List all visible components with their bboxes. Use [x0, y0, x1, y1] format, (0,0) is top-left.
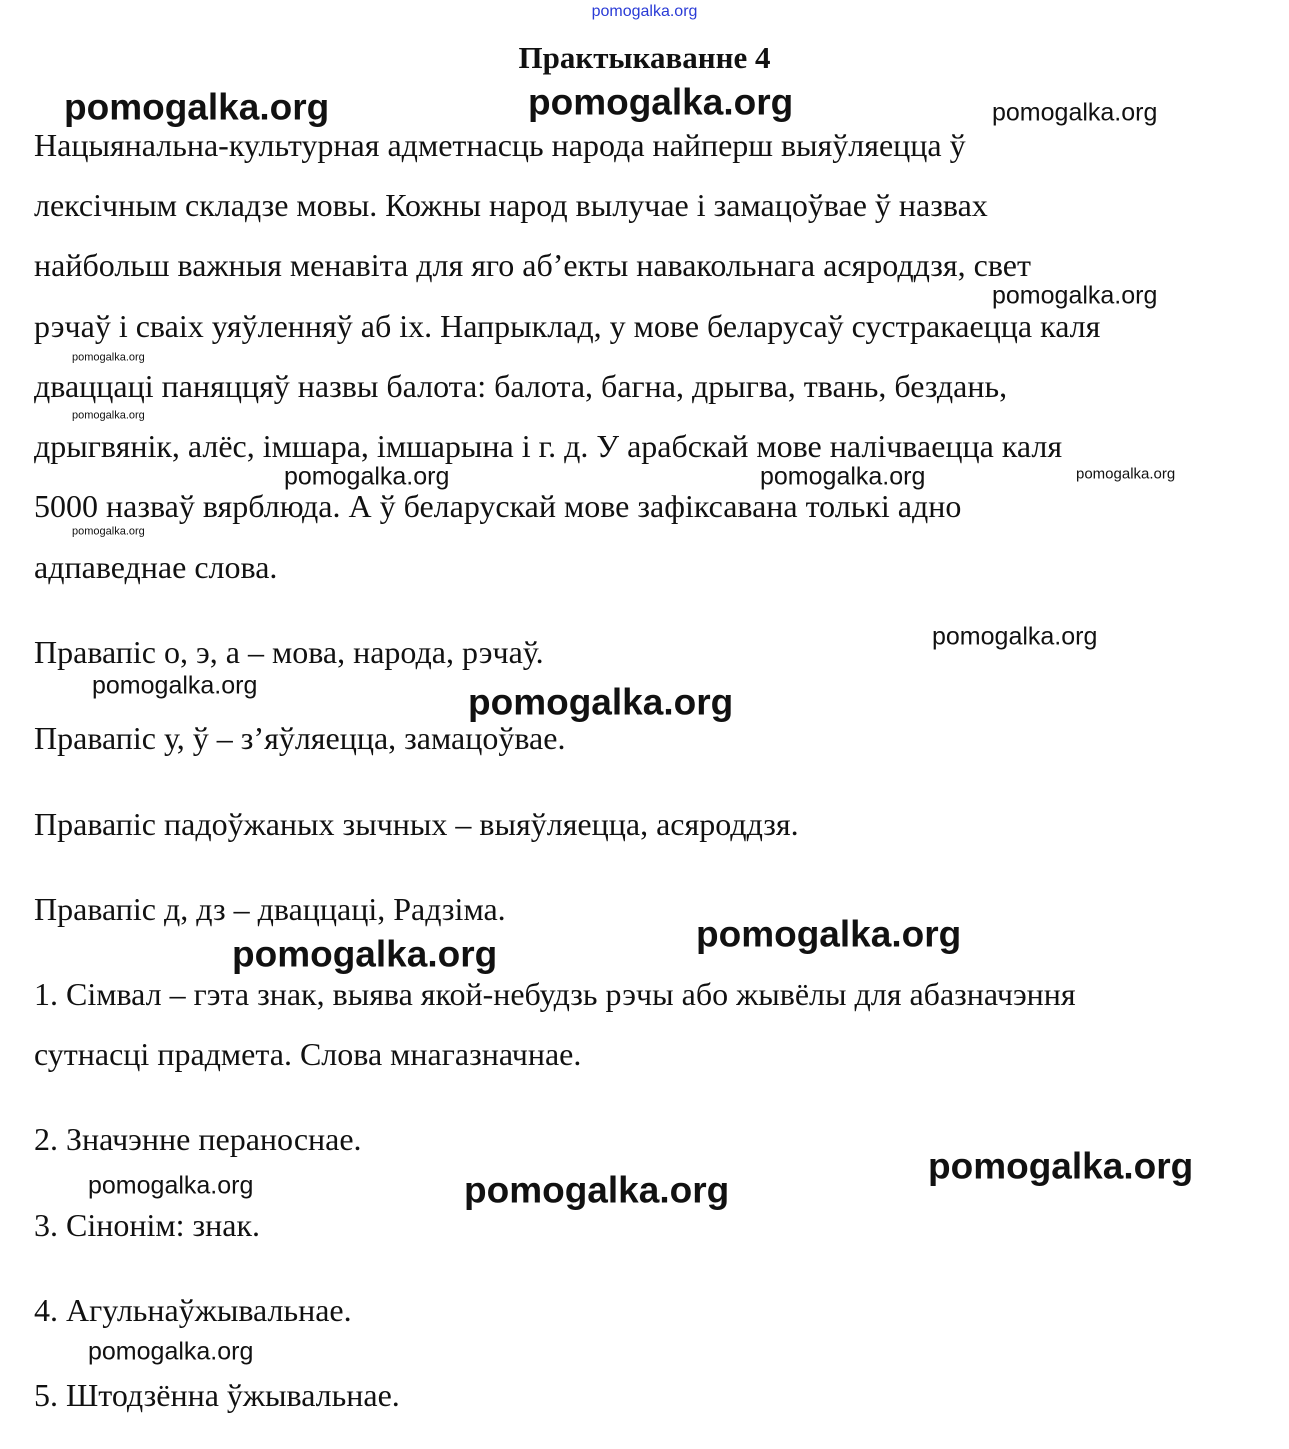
watermark: pomogalka.org — [468, 681, 734, 723]
watermark: pomogalka.org — [284, 462, 450, 491]
watermark: pomogalka.org — [64, 86, 330, 128]
watermark: pomogalka.org — [88, 1171, 254, 1200]
watermark: pomogalka.org — [528, 81, 794, 123]
watermark: pomogalka.org — [72, 409, 145, 422]
watermark: pomogalka.org — [92, 671, 258, 700]
paragraph-line: дрыгвянік, алёс, імшара, імшарына і г. д. У арабскай мове налічваецца каля — [34, 428, 1063, 464]
watermark: pomogalka.org — [932, 622, 1098, 651]
paragraph-line: адпаведнае слова. — [34, 549, 278, 585]
answer-line: сутнасці прадмета. Слова мнагазначнае. — [34, 1036, 582, 1072]
paragraph-line: рэчаў і сваіх уяўленняў аб іх. Напрыклад, у мове беларусаў сустракаецца каля — [34, 308, 1101, 344]
answer-line: 1. Сімвал – гэта знак, выява якой-небудзь рэчы або жывёлы для абазначэння — [34, 976, 1076, 1012]
site-link[interactable]: pomogalka.org — [591, 3, 698, 20]
watermark: pomogalka.org — [464, 1169, 730, 1211]
rule-line: Правапіс д, дз – дваццаці, Радзіма. — [34, 891, 506, 927]
watermark: pomogalka.org — [88, 1337, 254, 1366]
answer-line: 3. Сінонім: знак. — [34, 1207, 261, 1243]
watermark: pomogalka.org — [696, 913, 962, 955]
answer-line: 2. Значэнне пераноснае. — [34, 1121, 362, 1157]
watermark: pomogalka.org — [760, 462, 926, 491]
paragraph-line: дваццаці паняццяў назвы балота: балота, багна, дрыгва, твань, бездань, — [34, 368, 1008, 404]
rule-line: Правапіс у, ў – з’яўляецца, замацоўвае. — [34, 720, 566, 756]
watermark: pomogalka.org — [992, 98, 1158, 127]
watermark: pomogalka.org — [1076, 465, 1176, 483]
watermark: pomogalka.org — [232, 933, 498, 975]
paragraph-line: найбольш важныя менавіта для яго аб’екты навакольнага асяроддзя, свет — [34, 247, 1031, 283]
watermark: pomogalka.org — [992, 281, 1158, 310]
watermark: pomogalka.org — [72, 351, 145, 364]
watermark: pomogalka.org — [928, 1145, 1194, 1187]
answer-line: 4. Агульнаўжывальнае. — [34, 1292, 352, 1328]
rule-line: Правапіс о, э, а – мова, народа, рэчаў. — [34, 634, 544, 670]
page-title: Практыкаванне 4 — [518, 40, 771, 75]
paragraph-line: Нацыянальна-культурная адметнасць народа найперш выяўляецца ў — [34, 127, 966, 163]
watermark: pomogalka.org — [72, 525, 145, 538]
paragraph-line: лексічным складзе мовы. Кожны народ вылучае і замацоўвае ў назвах — [34, 187, 988, 223]
rule-line: Правапіс падоўжаных зычных – выяўляецца, асяроддзя. — [34, 806, 799, 842]
paragraph-line: 5000 назваў вярблюда. А ў беларускай мове зафіксавана толькі адно — [34, 488, 962, 524]
answer-line: 5. Штодзённа ўжывальнае. — [34, 1377, 400, 1413]
